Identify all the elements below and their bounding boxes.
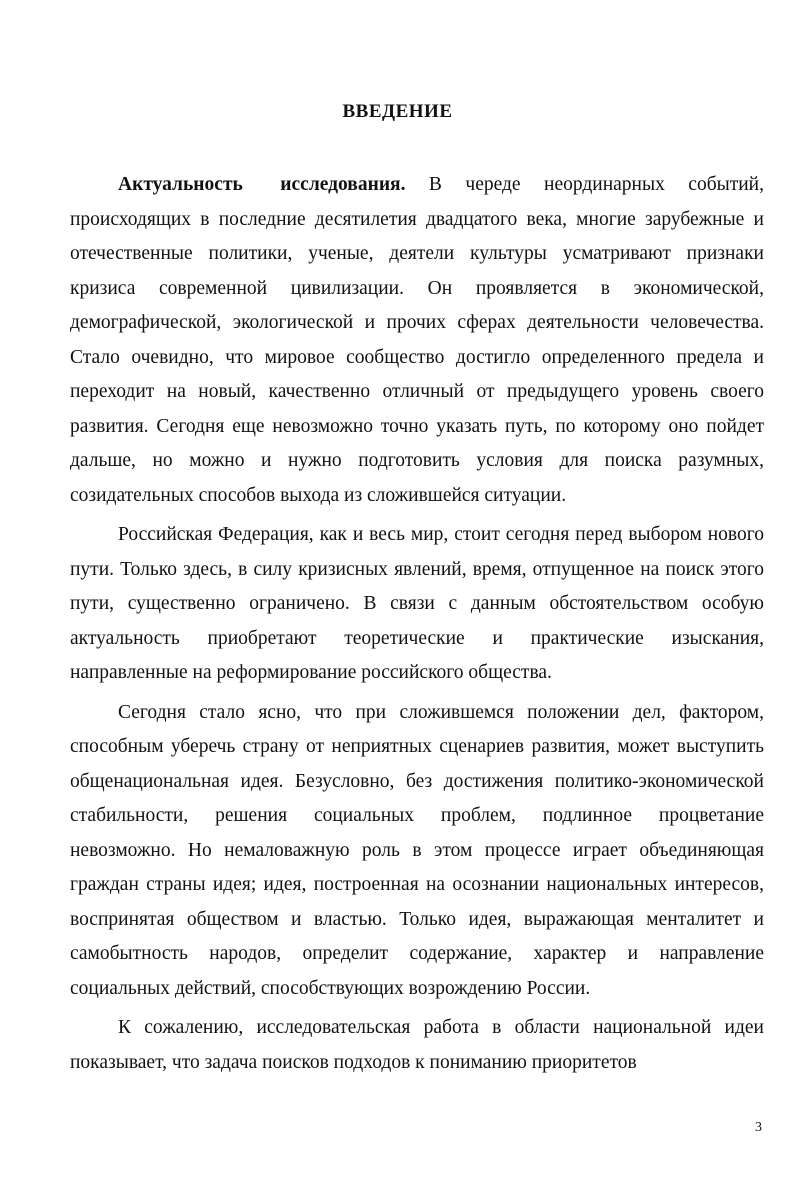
paragraph-lead-heading: Актуальность исследования. bbox=[118, 174, 406, 195]
body-text bbox=[70, 168, 764, 1085]
page-number: 3 bbox=[755, 1120, 762, 1135]
paragraph-relevance bbox=[70, 168, 764, 513]
paragraph-research-work: К сожалению, исследовательская работа в области национальной идеи показывает, что задача поисков подходов к пониманию приоритетов bbox=[70, 1017, 764, 1073]
paragraph-national-idea: Сегодня стало ясно, что при сложившемся положении дел, фактором, способным уберечь страну от неприятных сценариев развития, может выступить общенациональная идея. Безусловно, без достижения политико-экономической стабильности, решения социальных проблем, подлинное процветание невозможно. Но немаловажную роль в этом процессе играет объединяющая граждан страны идея; идея, построенная на осознании национальных интересов, воспринятая обществом и властью. Только идея, выражающая менталитет и самобытность народов, определит содержание, характер и направление социальных действий, способствующих возрождению России. bbox=[70, 701, 764, 999]
paragraph-relevance-text: В череде неординарных событий, происходящих в последние десятилетия двадцатого века, многие зарубежные и отечественные политики, ученые, деятели культуры усматривают признаки кризиса современной цивилизации. Он проявляется в экономической, демографической, экологической и прочих сферах деятельности человечества. Стало очевидно, что мировое сообщество достигло определенного предела и переходит на новый, качественно отличный от предыдущего уровень своего развития. Сегодня еще невозможно точно указать путь, по которому оно пойдет дальше, но можно и нужно подготовить условия для поиска разумных, созидательных способов выхода из сложившейся ситуации. bbox=[70, 174, 764, 506]
page-title: ВВЕДЕНИЕ bbox=[342, 101, 453, 122]
paragraph-russian-federation: Российская Федерация, как и весь мир, стоит сегодня перед выбором нового пути. Только здесь, в силу кризисных явлений, время, отпущенное на поиск этого пути, существенно ограничено. В связи с данным обстоятельством особую актуальность приобретают теоретические и практические изыскания, направленные на реформирование российского общества. bbox=[70, 524, 764, 683]
